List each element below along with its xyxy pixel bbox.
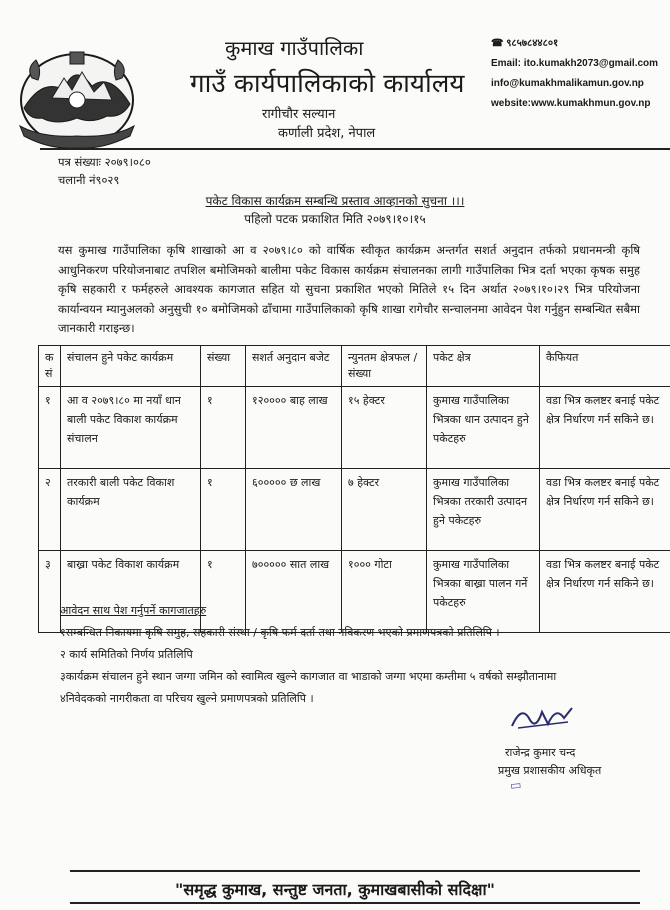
table-header-row xyxy=(39,346,670,387)
header-min-area: न्युनतम क्षेत्रफल / संख्या xyxy=(342,346,427,387)
cell-program: तरकारी बाली पकेट विकाश कार्यक्रम xyxy=(61,469,201,551)
publish-date: पहिलो पटक प्रकाशित मिति २०७९।१०।१५ xyxy=(244,212,426,226)
header-budget: सशर्त अनुदान बजेट xyxy=(246,346,342,387)
cell-min-area: १००० गोटा xyxy=(342,551,427,633)
cell-pocket-area: कुमाख गाउँपालिका भित्रका बाख्रा पालन गर्ने पकेटहरु xyxy=(427,551,540,633)
cell-remarks: वडा भित्र कलष्टर बनाई पकेट क्षेत्र निर्धारण गर्न सकिने छ। xyxy=(540,469,670,551)
cell-budget: १२०००० बाह लाख xyxy=(246,387,342,469)
list-item: १सम्बन्धित निकायमा कृषि समुह, सहकारी संस्था / कृषि फर्म दर्ता तथा नविकरण भएको प्रमाणपत्रको प्रतिलिपि । xyxy=(60,626,500,639)
municipality-name: कुमाख गाउँपालिका xyxy=(225,36,364,60)
footer-divider-bottom xyxy=(70,902,640,904)
signatory-name: राजेन्द्र कुमार चन्द xyxy=(505,746,576,759)
notice-subject-text: पकेट विकास कार्यक्रम सम्बन्धि प्रस्ताव आव्हानको सुचना ।।। xyxy=(205,194,465,208)
program-table xyxy=(38,345,670,633)
documents-heading: आवेदन साथ पेश गर्नुपर्ने कागजातहरु xyxy=(60,604,207,617)
cell-program: बाख्रा पकेट विकाश कार्यक्रम xyxy=(61,551,201,633)
cell-count: १ xyxy=(201,387,246,469)
cell-budget: ६००००० छ लाख xyxy=(246,469,342,551)
cell-remarks: वडा भित्र कलष्टर बनाई पकेट क्षेत्र निर्धारण गर्न सकिने छ। xyxy=(540,551,670,633)
notice-body: यस कुमाख गाउँपालिका कृषि शाखाको आ व २०७९।८० को वार्षिक स्वीकृत कार्यक्रम अन्तर्गत सशर्त अनुदान तर्फको प्रधानमन्त्री कृषि आधुनिकरण परियोजनाबाट तपशिल बमोजिमको बालीमा पकेट विकास कार्यक्रम संचालनका लागी गाउँपालिका भित्र दर्ता भएका कृषक समुह कृषि सहकारी र फर्महरुले आवश्यक कागजात सहित यो सुचना प्रकाशित भएको मितिले १५ दिन अर्थात २०७९।१०।२९ भित्र परियोजना कार्यान्वयन म्यानुअलको अनुसुची १० बमोजिमको ढाँचामा गाउँपालिकाको कृषि शाखा रागेचौर सन्चालनमा आवेदन पेश गर्नुहुन सम्बन्धित सबैमा जानकारी गराइन्छ। xyxy=(58,243,640,335)
header-count: संख्या xyxy=(201,346,246,387)
header-program: संचालन हुने पकेट कार्यक्रम xyxy=(61,346,201,387)
footer-divider-top xyxy=(70,870,640,872)
cell-sn: १ xyxy=(39,387,61,469)
handwritten-signature xyxy=(508,700,578,734)
cell-sn: ३ xyxy=(39,551,61,633)
list-item: २ कार्य समितिको निर्णय प्रतिलिपि xyxy=(60,648,193,661)
dispatch-number: चलानी नं९०२९ xyxy=(58,173,120,187)
cell-pocket-area: कुमाख गाउँपालिका भित्रका धान उत्पादन हुने पकेटहरु xyxy=(427,387,540,469)
table-row xyxy=(39,469,670,551)
footer-slogan: "समृद्ध कुमाख, सन्तुष्ट जनता, कुमाखबासीको सदिक्षा" xyxy=(175,880,495,899)
phone-number: ☎ ९८५७८४४८०१ xyxy=(491,38,559,49)
cell-program: आ व २०७९।८० मा नयाँ धान बाली पकेट विकाश कार्यक्रम संचालन xyxy=(61,387,201,469)
cell-count: १ xyxy=(201,551,246,633)
table-row xyxy=(39,387,670,469)
header-divider xyxy=(40,148,670,150)
cell-min-area: ७ हेक्टर xyxy=(342,469,427,551)
required-documents xyxy=(60,600,556,710)
email-primary[interactable]: Email: ito.kumakh2073@gmail.com xyxy=(491,58,659,69)
official-stamp: ▭ xyxy=(509,777,523,793)
coat-of-arms-emblem xyxy=(12,38,142,158)
office-name: गाउँ कार्यपालिकाको कार्यालय xyxy=(190,69,465,99)
notice-subject xyxy=(0,192,670,209)
header-sn: क सं xyxy=(39,346,61,387)
email-secondary[interactable]: info@kumakhmalikamun.gov.np xyxy=(491,78,644,89)
website-link[interactable]: website:www.kumakhmun.gov.np xyxy=(491,98,651,109)
header-remarks: कैफियत xyxy=(540,346,670,387)
cell-count: १ xyxy=(201,469,246,551)
province-country: कर्णाली प्रदेश, नेपाल xyxy=(278,126,376,141)
header-pocket-area: पकेट क्षेत्र xyxy=(427,346,540,387)
cell-pocket-area: कुमाख गाउँपालिका भित्रका तरकारी उत्पादन हुने पकेटहरु xyxy=(427,469,540,551)
list-item: ३कार्यक्रम संचालन हुने स्थान जग्गा जमिन को स्वामित्व खुल्ने कागजात वा भाडाको जग्गा भएमा कम्तीमा ५ वर्षको सम्झौतानामा xyxy=(60,670,557,683)
cell-sn: २ xyxy=(39,469,61,551)
cell-min-area: १५ हेक्टर xyxy=(342,387,427,469)
office-location: रागीचौर सल्यान xyxy=(262,107,336,122)
list-item: ४निवेदकको नागरीकता वा परिचय खुल्ने प्रमाणपत्रको प्रतिलिपि । xyxy=(60,692,314,705)
cell-remarks: वडा भित्र कलष्टर बनाई पकेट क्षेत्र निर्धारण गर्न सकिने छ। xyxy=(540,387,670,469)
cell-budget: ७००००० सात लाख xyxy=(246,551,342,633)
letter-number: पत्र संख्याः २०७९।०८० xyxy=(58,155,151,169)
contact-block xyxy=(491,34,666,114)
signatory-designation: प्रमुख प्रशासकीय अधिकृत xyxy=(498,764,602,777)
